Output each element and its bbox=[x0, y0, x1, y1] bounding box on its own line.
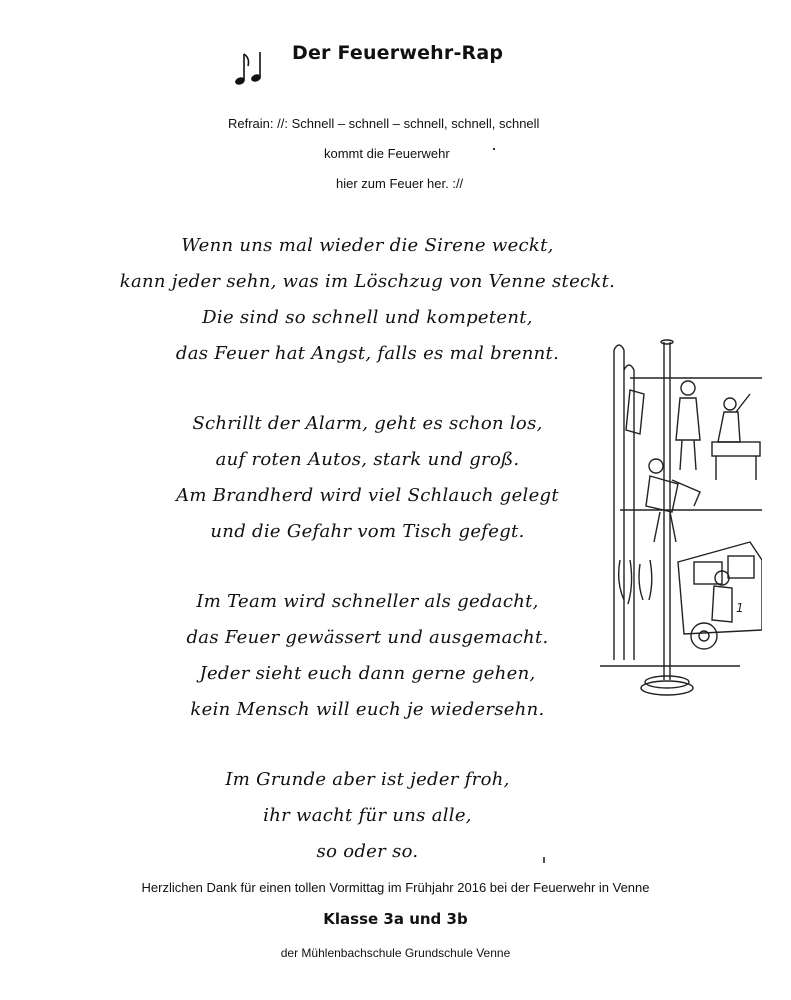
svg-text:1: 1 bbox=[736, 601, 744, 615]
music-notes-icon bbox=[232, 48, 266, 88]
poem-line: das Feuer gewässert und ausgemacht. bbox=[186, 627, 549, 648]
poem-line: Im Grunde aber ist jeder froh, bbox=[225, 769, 510, 790]
poem-line: kann jeder sehn, was im Löschzug von Venne steckt. bbox=[119, 271, 616, 292]
poem-line: Schrillt der Alarm, geht es schon los, bbox=[192, 413, 543, 434]
poem-line: auf roten Autos, stark und groß. bbox=[215, 449, 520, 470]
firefighters-station-illustration bbox=[600, 330, 762, 710]
poem-line: Im Team wird schneller als gedacht, bbox=[196, 591, 539, 612]
poem-line: und die Gefahr vom Tisch gefegt. bbox=[210, 521, 525, 542]
refrain-line: hier zum Feuer her. :// bbox=[336, 176, 464, 191]
page-title: Der Feuerwehr-Rap bbox=[292, 42, 504, 64]
poem-line: ihr wacht für uns alle, bbox=[263, 805, 472, 826]
stanza-4 bbox=[0, 762, 735, 870]
poem-line: kein Mensch will euch je wiedersehn. bbox=[190, 699, 545, 720]
poem-line: Die sind so schnell und kompetent, bbox=[202, 307, 533, 328]
poem-line: das Feuer hat Angst, falls es mal brennt. bbox=[175, 343, 560, 364]
scan-speck bbox=[543, 857, 545, 863]
poem-line: Wenn uns mal wieder die Sirene weckt, bbox=[181, 235, 554, 256]
poem-line: Am Brandherd wird viel Schlauch gelegt bbox=[176, 485, 559, 506]
poem-line: so oder so. bbox=[316, 841, 419, 862]
refrain-line: Refrain: //: Schnell – schnell – schnell, schnell, schnell bbox=[228, 116, 540, 131]
class-heading: Klasse 3a und 3b bbox=[323, 910, 468, 928]
stray-dot bbox=[493, 148, 495, 150]
refrain-line: kommt die Feuerwehr bbox=[324, 146, 450, 161]
poem-line: Jeder sieht euch dann gerne gehen, bbox=[199, 663, 536, 684]
thanks-text: Herzlichen Dank für einen tollen Vormittag im Frühjahr 2016 bei der Feuerwehr in Venne bbox=[141, 880, 650, 895]
school-name: der Mühlenbachschule Grundschule Venne bbox=[280, 946, 511, 960]
